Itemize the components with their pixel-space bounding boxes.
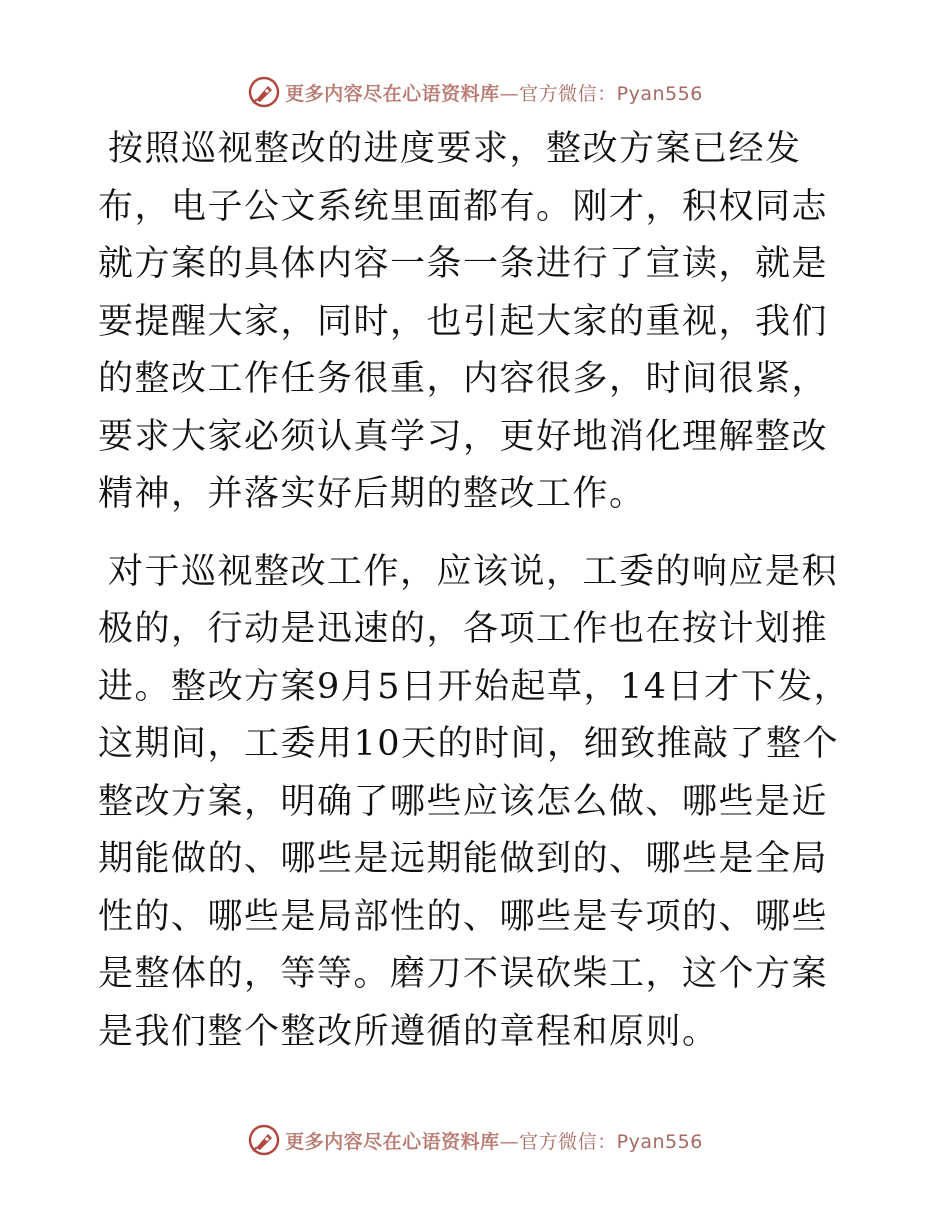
watermark-official: 官方微信：Pyan556 — [519, 82, 703, 105]
paragraph: 按照巡视整改的进度要求，整改方案已经发布，电子公文系统里面都有。刚才，积权同志就方案的具体内容一条一条进行了宣读，就是要提醒大家，同时，也引起大家的重视，我们的整改工作任务很重，内容很多，时间很紧，要求大家必须认真学习，更好地消化理解整改精神，并落实好后期的整改工作。 — [98, 129, 829, 514]
watermark-separator: — — [499, 82, 520, 105]
pen-nib-circle-icon — [247, 1123, 281, 1157]
header-watermark — [0, 72, 950, 112]
paragraph: 对于巡视整改工作，应该说，工委的响应是积极的，行动是迅速的，各项工作也在按计划推进。整改方案9月5日开始起草，14日才下发，这期间，工委用10天的时间，细致推敲了整个整改方案，明确了哪些应该怎么做、哪些是近期能做的、哪些是远期能做到的、哪些是全局性的、哪些是局部性的、哪些是专项的、哪些是整体的，等等。磨刀不误砍柴工，这个方案是我们整个整改所遵循的章程和原则。 — [98, 551, 851, 1052]
watermark-text — [285, 1127, 703, 1154]
watermark-brand: 更多内容尽在心语资料库 — [285, 82, 500, 105]
watermark-separator: — — [499, 1130, 520, 1153]
watermark-brand: 更多内容尽在心语资料库 — [285, 1130, 500, 1153]
watermark-text — [285, 79, 703, 106]
pen-nib-circle-icon — [247, 75, 281, 109]
watermark-official: 官方微信：Pyan556 — [519, 1130, 703, 1153]
document-body — [98, 121, 858, 1061]
footer-watermark — [0, 1120, 950, 1160]
